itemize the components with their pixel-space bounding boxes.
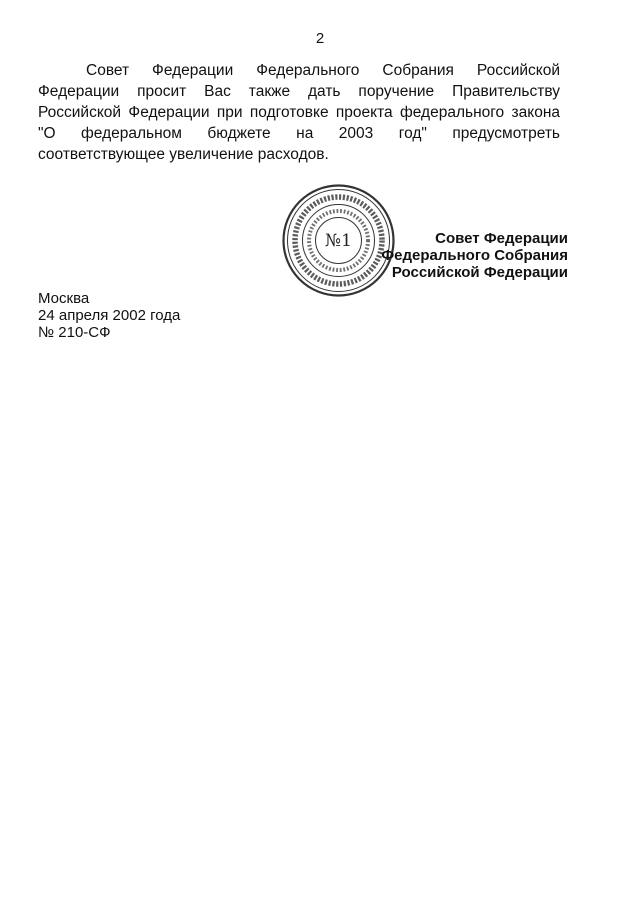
signature-block	[368, 230, 568, 281]
signature-line-3: Российской Федерации	[391, 264, 568, 281]
body-paragraph: Совет Федерации Федерального Собрания Российской Федерации просит Вас также дать поручение Правительству Российской Федерации при подготовке проекта федерального закона "О федеральном бюджете на 2003 год" предусмотреть соответствующее увеличение расходов.	[38, 62, 560, 163]
signature-line-2: Федерального Собрания	[381, 247, 568, 264]
date: 24 апреля 2002 года	[38, 307, 181, 324]
place-date-block	[38, 290, 180, 341]
page-number: 2	[315, 30, 325, 47]
document-number: № 210-СФ	[38, 324, 111, 341]
place: Москва	[38, 290, 90, 307]
seal-number: №1	[325, 231, 352, 251]
signature-line-1: Совет Федерации	[435, 230, 568, 247]
